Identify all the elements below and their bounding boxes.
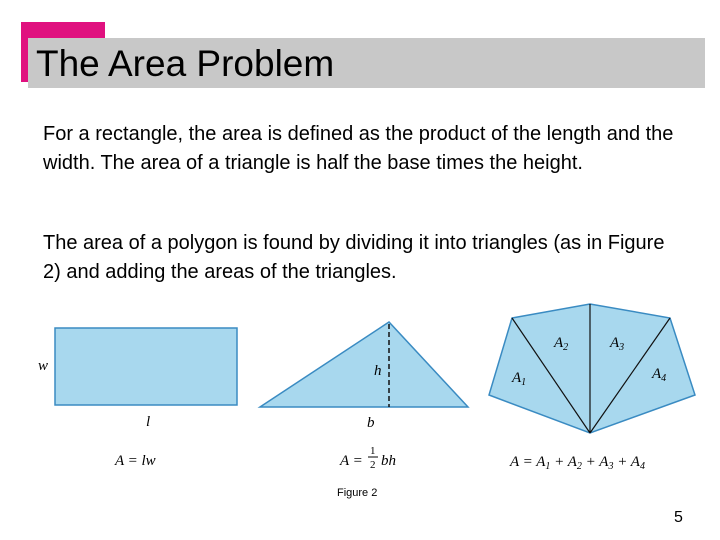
polygon-region-a2: $A_2$ <box>554 335 569 353</box>
triangle-figure <box>260 322 468 471</box>
rectangle-figure <box>38 328 237 469</box>
rectangle-length-label: l <box>146 414 151 430</box>
rectangle-width-label: w <box>38 358 49 374</box>
polygon-region-a1: $A_1$ <box>512 370 527 388</box>
paragraph-polygon: The area of a polygon is found by dividing it into triangles (as in Figure 2) and adding the areas of the triangles. <box>43 232 665 283</box>
polygon-figure <box>489 304 695 472</box>
polygon-shape <box>489 304 695 433</box>
triangle-formula-prefix: A = <box>340 453 363 469</box>
triangle-fraction-denominator: 2 <box>370 459 376 471</box>
triangle-shape <box>260 322 468 407</box>
polygon-area-formula: $A = A_1 + A_2 + A_3 + A_4$ <box>510 454 645 472</box>
polygon-region-a3: $A_3$ <box>610 335 625 353</box>
rectangle-shape <box>55 328 237 405</box>
triangle-base-label: b <box>367 415 375 431</box>
triangle-height-label: h <box>374 363 382 379</box>
slide-title: The Area Problem <box>36 43 335 84</box>
paragraph-rectangle-triangle: For a rectangle, the area is defined as the product of the length and the width. The area of a triangle is half the base times the height. <box>43 123 674 174</box>
slide-number: 5 <box>674 509 683 526</box>
figure-2 <box>0 300 720 480</box>
figure-caption: Figure 2 <box>337 487 378 499</box>
triangle-formula-suffix: bh <box>381 453 396 469</box>
polygon-region-a4: $A_4$ <box>652 366 667 384</box>
rectangle-area-formula: A = lw <box>115 453 156 469</box>
triangle-fraction-numerator: 1 <box>370 445 376 457</box>
